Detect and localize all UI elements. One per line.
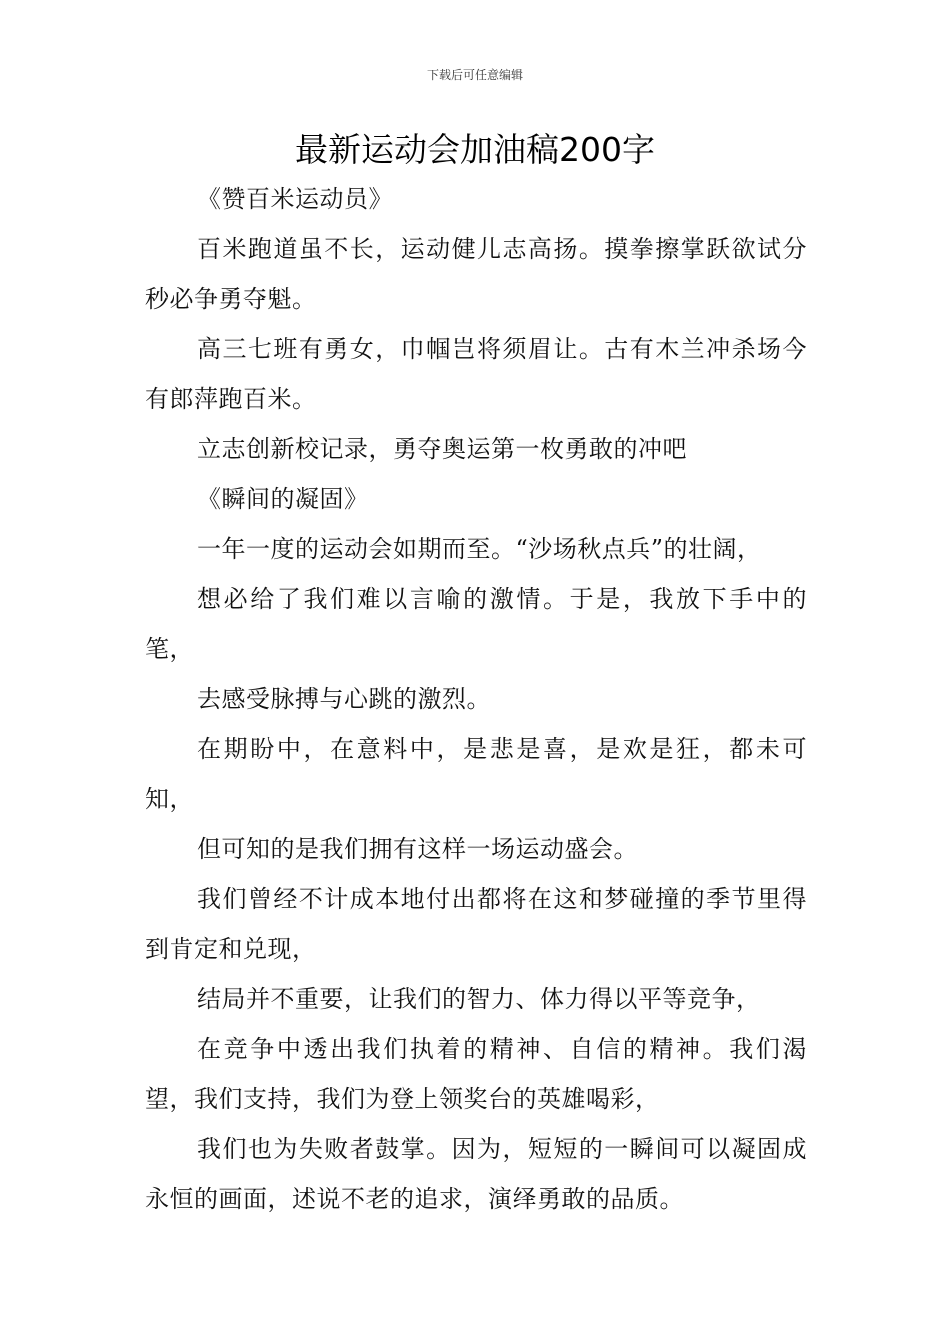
paragraph: 在期盼中，在意料中，是悲是喜，是欢是狂，都未可知， (145, 735, 807, 813)
paragraph: 结局并不重要，让我们的智力、体力得以平等竞争， (197, 985, 761, 1013)
paragraph: 一年一度的运动会如期而至。“沙场秋点兵”的壮阔， (197, 535, 762, 563)
paragraph: 立志创新校记录，勇夺奥运第一枚勇敢的冲吧 (197, 435, 687, 463)
header-note: 下载后可任意编辑 (426, 68, 523, 82)
paragraph: 我们也为失败者鼓掌。因为，短短的一瞬间可以凝固成永恒的画面，述说不老的追求，演绎勇敢的品质。 (145, 1135, 807, 1213)
paragraph: 但可知的是我们拥有这样一场运动盛会。 (197, 835, 638, 863)
document-title: 最新运动会加油稿200字 (295, 130, 655, 169)
paragraph: 我们曾经不计成本地付出都将在这和梦碰撞的季节里得到肯定和兑现， (145, 885, 807, 963)
paragraph: 高三七班有勇女，巾帼岂将须眉让。古有木兰冲杀场今有郎萍跑百米。 (145, 335, 807, 413)
paragraph: 百米跑道虽不长，运动健儿志高扬。摸拳擦掌跃欲试分秒必争勇夺魁。 (145, 235, 807, 313)
section-heading-1: 《赞百米运动员》 (197, 185, 393, 213)
document-body (145, 174, 807, 1224)
paragraph: 去感受脉搏与心跳的激烈。 (197, 685, 491, 713)
paragraph: 想必给了我们难以言喻的激情。于是，我放下手中的笔， (145, 585, 807, 663)
paragraph: 在竞争中透出我们执着的精神、自信的精神。我们渴望，我们支持，我们为登上领奖台的英雄喝彩， (145, 1035, 807, 1113)
section-heading-2: 《瞬间的凝固》 (197, 485, 369, 513)
